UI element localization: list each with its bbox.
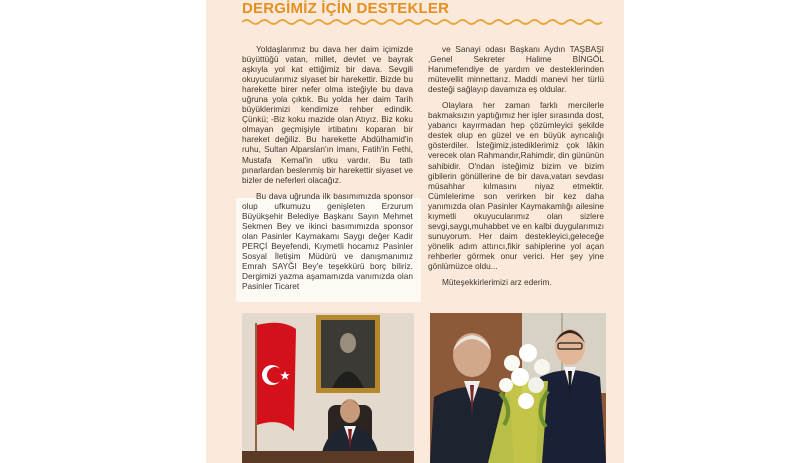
bouquet-photo-illustration — [430, 313, 606, 463]
bouquet-photo — [430, 313, 606, 463]
title-wave-divider — [242, 18, 604, 26]
right-paragraph-1: ve Sanayi odası Başkanı Aydın TAŞBAŞI ,Genel Sekreter Halime BİNGÖL Hanımefendiye de yardım ve desteklerinden mütevellit minnettarız. Maddi manevi her türlü desteği sağlayıp davamıza eş oldular. — [428, 44, 604, 95]
flower-3 — [534, 359, 550, 375]
official-head — [340, 399, 360, 423]
older-man-head — [453, 333, 491, 377]
flower-4 — [511, 368, 529, 386]
office-desk — [242, 451, 414, 463]
magazine-page — [206, 0, 624, 463]
flower-7 — [518, 393, 534, 409]
office-photo-illustration — [242, 313, 414, 463]
flower-6 — [499, 378, 513, 392]
flower-2 — [519, 344, 537, 362]
young-man-head — [555, 329, 585, 365]
right-paragraph-3: Müteşekkirlerimizi arz ederim. — [442, 277, 552, 288]
left-paragraph-1: Yoldaşlarımız bu dava her daim içimizde büyüttüğü vatan, millet, devlet ve bayrak aşkıyla yol kat ettiğimiz bir dava. Sevgili okuyucularımız siyaset bir harekettir. Bizde bu harekette birer nefer olma isteğiyle bu dava uğruna yola çıktık. Bu yolda her daim Tarih büyüklerimizi kendimize rehber edindik. Çünkü; -Biz koku mazide olan Atıyız. Biz koku olmayan geçmişiyle irtibatını koparan bir hareket değiliz. Bu harekette Abdülhamid'in ruhu, Sultan Alparslan'ın imanı, Fatih'in Fethi, Mustafa Kemal'in utku vardır. Bu tatlı pınarlardan beslenmiş bir harekettir siyaset ve bizler de neferleri olacağız. — [242, 44, 413, 185]
portrait-head — [340, 333, 356, 353]
right-text-column — [428, 44, 604, 293]
page-title: DERGİMİZ İÇİN DESTEKLER — [242, 0, 450, 17]
left-text-column — [242, 44, 413, 297]
office-photo — [242, 313, 414, 463]
flag-crescent-inner — [267, 367, 283, 383]
left-paragraph-2: Bu dava uğrunda ilk basımımızda sponsor olup ufkumuzu genişleten Erzurum Büyükşehir Belediye Başkanı Sayın Mehmet Sekmen Bey ve ikinci basımımızda sponsor olan Pasinler Kaymakamı Saygı değer Kadir PERÇİ Beyefendi, Kıymetli hocamız Pasinler Sosyal İletişim Müdürü ve danışmanımız Emrah SAYĞI Bey'e teşekkürü borç biliriz. Dergimizi yazma aşamamızda vanımızda olan Pasinler Ticaret — [242, 190, 413, 292]
wave-line — [242, 20, 602, 24]
flower-5 — [528, 377, 544, 393]
right-paragraph-2: Olaylara her zaman farklı mercilerle bakmaksızın yaptığımız her işler sırasında dost, yabancı kayırmadan hep çözümleyici şekilde destek olup en güzel ve en büyük ayrıcalığı gösterdiler. İsteğimiz,istediklerimiz çok lâkin verecek olan Rahmandır,Rahimdir, din gününün sahibidir. O'ndan isteğimiz bizim ve bizim gibilerin gönüllerine de bir dava,vatan sevdası müsahhar kılmasını niyaz etmektir. Cümlelerime son verirken bir kez daha yanımızda olan Pasinler Kaymakamlığı ailesine kıymetli okuyucularımız olan sizlere sevgi,saygı,muhabbet ve en kalbi duygularımızı sunuyorum. Her daim destekleyici,geleceğe yönelik adım attırıcı,fikir sahiplerine yol açan rehberler görmek onur verici. Her şey yine gönlümüzce oldu... — [428, 100, 604, 271]
